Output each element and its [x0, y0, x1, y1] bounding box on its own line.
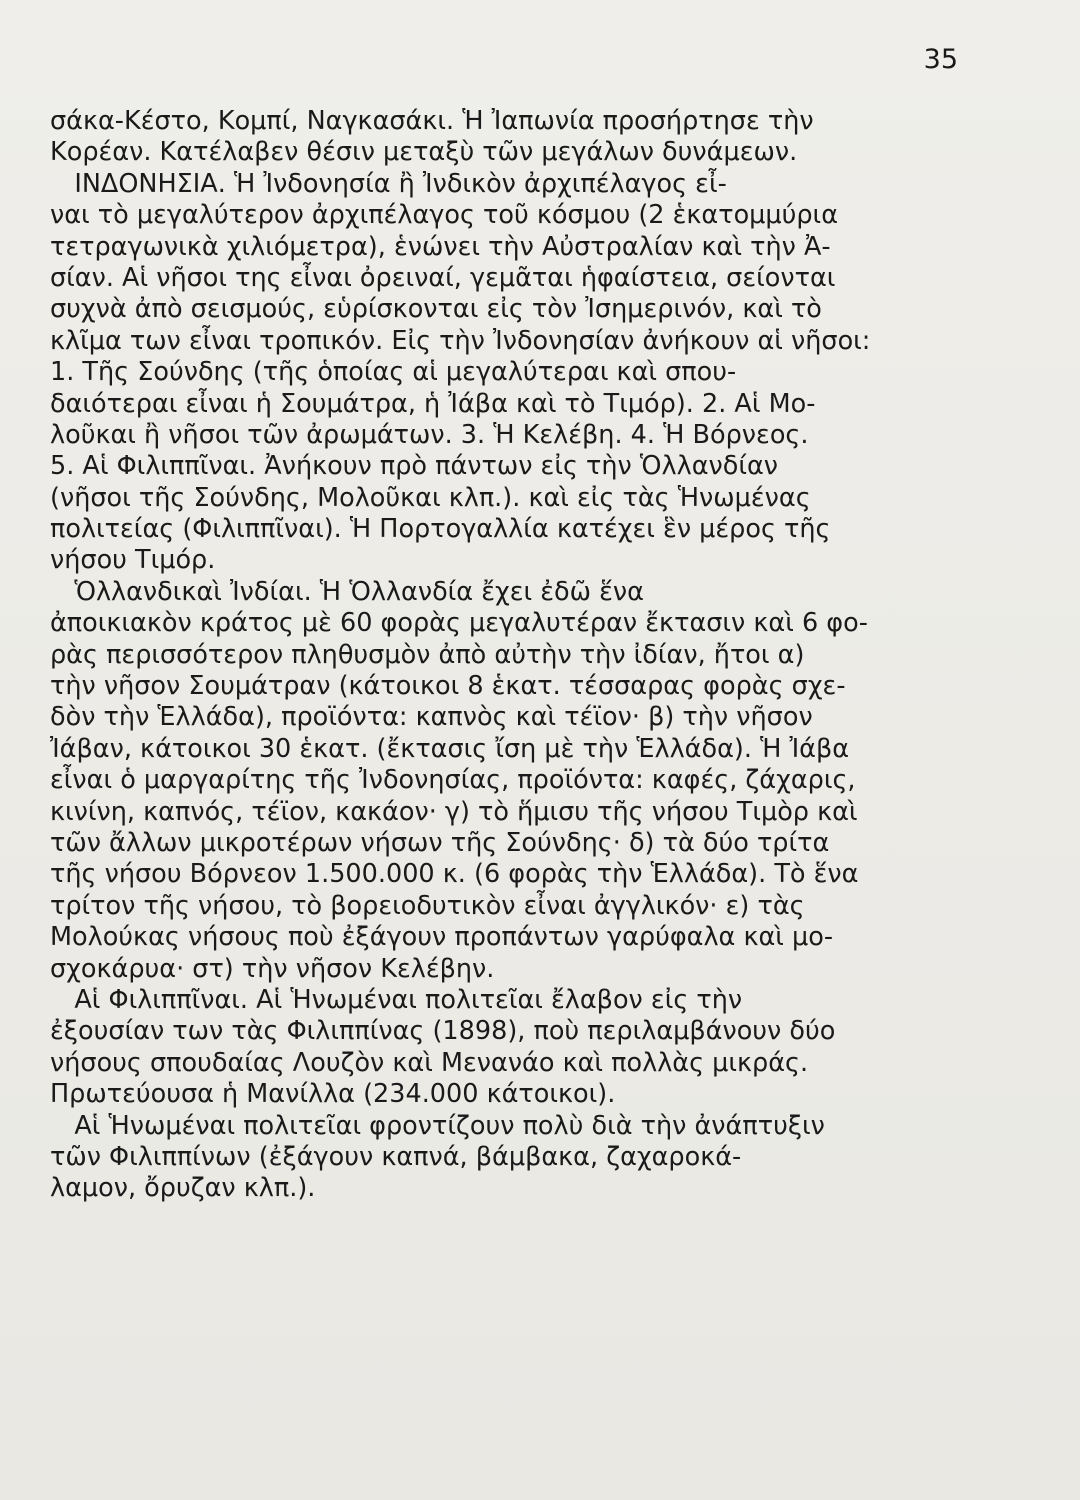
text-line: ναι τὸ μεγαλύτερον ἀρχιπέλαγος τοῦ κόσμου (2 ἑκατομμύρια	[50, 200, 838, 231]
text-line: δὸν τὴν Ἑλλάδα), προϊόντα: καπνὸς καὶ τέϊον· β) τὴν νῆσον	[50, 702, 813, 733]
text-line: σίαν. Αἱ νῆσοι της εἶναι ὀρειναί, γεμᾶται ἡφαίστεια, σείονται	[50, 262, 836, 293]
text-line: κινίνη, καπνός, τέϊον, κακάον· γ) τὸ ἥμισυ τῆς νήσου Τιμὸρ καὶ	[50, 796, 858, 827]
text-line: δαιότεραι εἶναι ἡ Σουμάτρα, ἡ Ἰάβα καὶ τὸ Τιμόρ). 2. Αἱ Μο-	[50, 388, 816, 419]
text-line: νήσους σπουδαίας Λουζὸν καὶ Μενανάο καὶ πολλὰς μικράς.	[50, 1047, 809, 1078]
text-line: 1. Τῆς Σούνδης (τῆς ὁποίας αἱ μεγαλύτεραι καὶ σπου-	[50, 357, 737, 388]
text-line: Αἱ Ἡνωμέναι πολιτεῖαι φροντίζουν πολὺ διὰ τὴν ἀνάπτυξιν	[50, 1110, 825, 1141]
text-line: σχοκάρυα· στ) τὴν νῆσον Κελέβην.	[50, 953, 495, 984]
text-line: σάκα-Κέστο, Κομπί, Ναγκασάκι. Ἡ Ἰαπωνία προσήρτησε τὴν	[50, 106, 814, 136]
text-line: νήσου Τιμόρ.	[50, 545, 216, 576]
text-line: ΙΝΔΟΝΗΣΙΑ. Ἡ Ἰνδονησία ἢ Ἰνδικὸν ἀρχιπέλαγος εἶ-	[50, 168, 727, 199]
text-line: ρὰς περισσότερον πληθυσμὸν ἀπὸ αὐτὴν τὴν ἰδίαν, ἤτοι α)	[50, 639, 805, 670]
text-line: λοῦκαι ἢ νῆσοι τῶν ἀρωμάτων. 3. Ἡ Κελέβη. 4. Ἡ Βόρνεος.	[50, 419, 809, 450]
text-line: πολιτείας (Φιλιππῖναι). Ἡ Πορτογαλλία κατέχει ἓν μέρος τῆς	[50, 514, 831, 545]
text-line: συχνὰ ἀπὸ σεισμούς, εὑρίσκονται εἰς τὸν Ἰσημερινόν, καὶ τὸ	[50, 294, 822, 325]
text-line: τῶν ἄλλων μικροτέρων νήσων τῆς Σούνδης· δ) τὰ δύο τρίτα	[50, 827, 830, 858]
text-line: τρίτον τῆς νήσου, τὸ βορειοδυτικὸν εἶναι ἀγγλικόν· ε) τὰς	[50, 890, 805, 921]
text-line: ἀποικιακὸν κράτος μὲ 60 φορὰς μεγαλυτέραν ἔκτασιν καὶ 6 φο-	[50, 608, 868, 639]
text-line: Κορέαν. Κατέλαβεν θέσιν μεταξὺ τῶν μεγάλων δυνάμεων.	[50, 137, 798, 168]
text-line: τῆς νήσου Βόρνεον 1.500.000 κ. (6 φορὰς τὴν Ἑλλάδα). Τὸ ἕνα	[50, 859, 859, 890]
text-line: εἶναι ὁ μαργαρίτης τῆς Ἰνδονησίας, προϊόντα: καφές, ζάχαρις,	[50, 765, 856, 796]
text-line: τῶν Φιλιππίνων (ἐξάγουν καπνά, βάμβακα, ζαχαροκά-	[50, 1141, 742, 1172]
text-line: ἐξουσίαν των τὰς Φιλιππίνας (1898), ποὺ περιλαμβάνουν δύο	[50, 1016, 836, 1047]
text-line: τετραγωνικὰ χιλιόμετρα), ἑνώνει τὴν Αὐστραλίαν καὶ τὴν Ἀ-	[50, 231, 831, 262]
text-line: Αἱ Φιλιππῖναι. Αἱ Ἡνωμέναι πολιτεῖαι ἔλαβον εἰς τὴν	[50, 984, 743, 1015]
text-line: 5. Αἱ Φιλιππῖναι. Ἀνήκουν πρὸ πάντων εἰς τὴν Ὁλλανδίαν	[50, 451, 779, 482]
text-line: (νῆσοι τῆς Σούνδης, Μολοῦκαι κλπ.). καὶ εἰς τὰς Ἡνωμένας	[50, 482, 811, 513]
body-text	[50, 106, 990, 1205]
text-line: Μολούκας νήσους ποὺ ἐξάγουν προπάντων γαρύφαλα καὶ μο-	[50, 922, 834, 953]
text-line: Ὁλλανδικαὶ Ἰνδίαι. Ἡ Ὁλλανδία ἔχει ἐδῶ ἕνα	[50, 576, 644, 607]
page-number: 35	[923, 44, 958, 75]
text-line: λαμον, ὄρυζαν κλπ.).	[50, 1173, 316, 1204]
text-line: κλῖμα των εἶναι τροπικόν. Εἰς τὴν Ἰνδονησίαν ἀνήκουν αἱ νῆσοι:	[50, 325, 871, 356]
text-line: τὴν νῆσον Σουμάτραν (κάτοικοι 8 ἑκατ. τέσσαρας φορὰς σχε-	[50, 671, 846, 702]
text-line: Πρωτεύουσα ἡ Μανίλλα (234.000 κάτοικοι).	[50, 1079, 616, 1110]
text-line: Ἰάβαν, κάτοικοι 30 ἑκατ. (ἔκτασις ἴση μὲ τὴν Ἑλλάδα). Ἡ Ἰάβα	[50, 733, 850, 764]
